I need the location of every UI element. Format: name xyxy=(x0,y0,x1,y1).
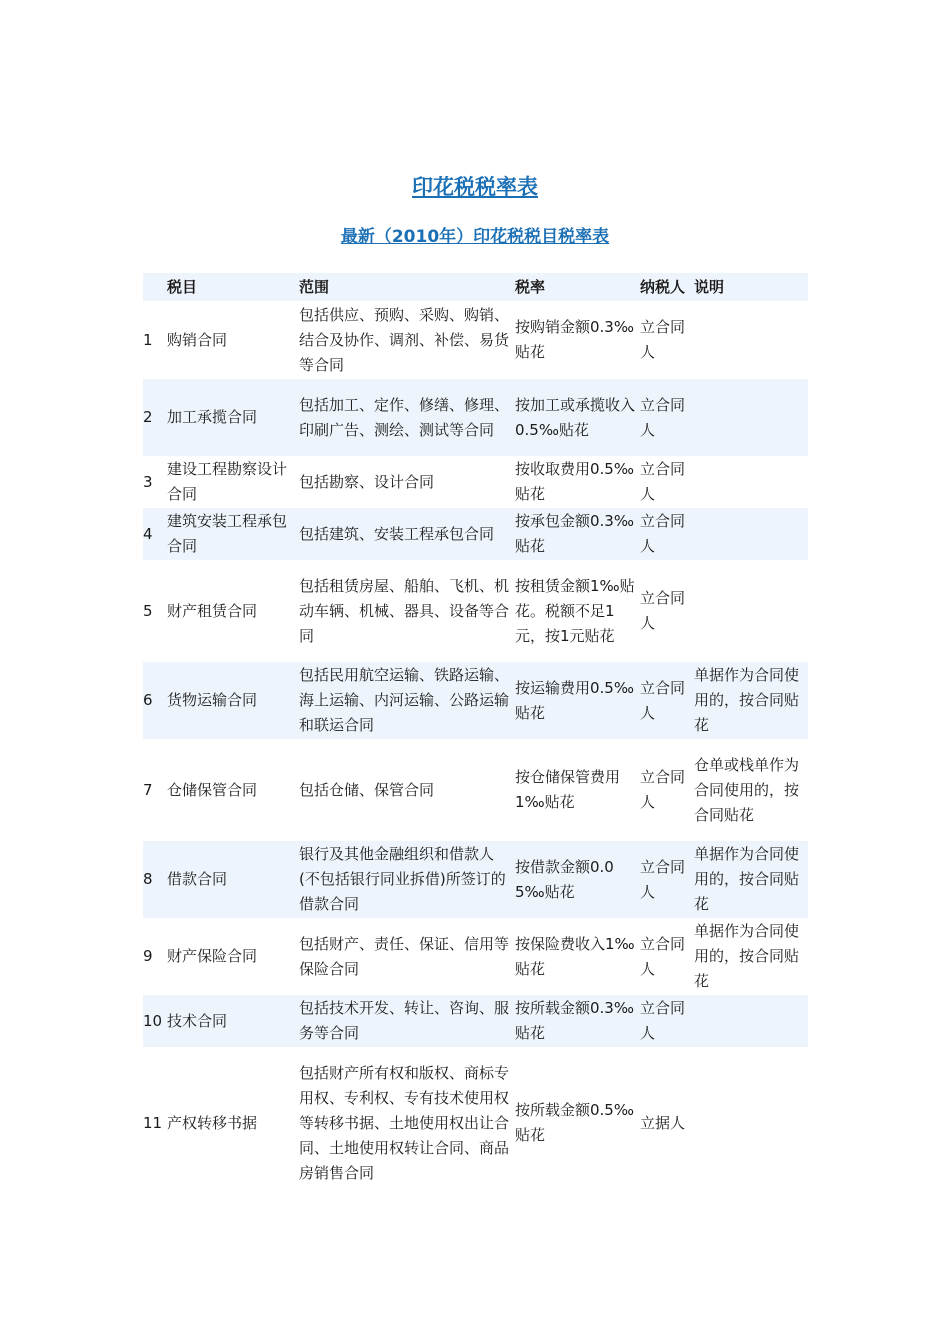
row-rate: 按加工或承揽收入0.5‰贴花 xyxy=(515,395,636,439)
table-row xyxy=(143,739,808,841)
row-rate: 按运输费用0.5‰贴花 xyxy=(515,678,634,722)
row-note xyxy=(694,301,808,379)
row-note xyxy=(694,456,808,508)
row-num: 4 xyxy=(143,524,153,543)
row-rate: 按收取费用0.5‰贴花 xyxy=(515,460,634,503)
row-item: 财产保险合同 xyxy=(167,947,258,965)
page-subtitle: 最新（2010年）印花税税目税率表 xyxy=(340,227,610,247)
row-rate: 按保险费收入1‰贴花 xyxy=(515,934,635,978)
table-row xyxy=(143,841,808,918)
row-item: 购销合同 xyxy=(167,330,228,349)
row-payer: 立合同人 xyxy=(640,934,686,978)
row-note: 仓单或栈单作为合同使用的，按合同贴花 xyxy=(694,755,800,824)
row-item: 财产租赁合同 xyxy=(167,601,258,620)
tax-rate-table xyxy=(143,273,808,1199)
row-num: 3 xyxy=(143,472,153,491)
row-num: 9 xyxy=(143,947,153,965)
row-scope: 包括财产、责任、保证、信用等保险合同 xyxy=(299,934,510,978)
row-note xyxy=(694,995,808,1047)
row-note xyxy=(694,1047,808,1199)
row-note: 单据作为合同使用的，按合同贴花 xyxy=(694,922,800,990)
row-scope: 银行及其他金融组织和借款人(不包括银行同业拆借)所签订的借款合同 xyxy=(299,845,506,913)
row-payer: 立合同人 xyxy=(640,768,686,811)
row-note xyxy=(694,560,808,662)
row-payer: 立合同人 xyxy=(640,999,686,1042)
row-payer: 立合同人 xyxy=(640,318,686,361)
row-scope: 包括民用航空运输、铁路运输、海上运输、内河运输、公路运输和联运合同 xyxy=(299,666,510,734)
table-row xyxy=(143,508,808,560)
row-payer: 立合同人 xyxy=(640,395,686,439)
row-rate: 按借款金额0.05‰贴花 xyxy=(515,857,614,901)
row-num: 7 xyxy=(143,780,153,799)
row-scope: 包括技术开发、转让、咨询、服务等合同 xyxy=(299,999,510,1042)
row-payer: 立合同人 xyxy=(640,512,686,555)
row-scope: 包括勘察、设计合同 xyxy=(299,472,435,491)
row-rate: 按承包金额0.3‰贴花 xyxy=(515,512,634,555)
row-num: 8 xyxy=(143,870,153,888)
table-row xyxy=(143,560,808,662)
row-note xyxy=(694,508,808,560)
row-rate: 按所载金额0.3‰贴花 xyxy=(515,999,634,1042)
row-payer: 立据人 xyxy=(640,1113,686,1132)
row-payer: 立合同人 xyxy=(640,678,686,722)
row-scope: 包括租赁房屋、船舶、飞机、机动车辆、机械、器具、设备等合同 xyxy=(299,576,510,645)
header-item: 税目 xyxy=(167,277,198,296)
row-rate: 按租赁金额1‰贴花。税额不足1元，按1元贴花 xyxy=(515,576,635,645)
row-num: 5 xyxy=(143,601,153,620)
row-note: 单据作为合同使用的，按合同贴花 xyxy=(694,845,800,913)
row-num: 1 xyxy=(143,330,153,349)
row-item: 借款合同 xyxy=(167,870,228,888)
header-num xyxy=(143,273,167,301)
row-note: 单据作为合同使用的，按合同贴花 xyxy=(694,666,800,734)
header-rate: 税率 xyxy=(515,277,546,296)
row-num: 11 xyxy=(143,1113,163,1132)
row-num: 10 xyxy=(143,1011,163,1030)
header-note: 说明 xyxy=(694,277,725,296)
row-item: 货物运输合同 xyxy=(167,691,258,709)
table-row xyxy=(143,1047,808,1199)
row-item: 仓储保管合同 xyxy=(167,780,258,799)
row-item: 建设工程勘察设计合同 xyxy=(167,460,288,503)
row-rate: 按所载金额0.5‰贴花 xyxy=(515,1101,634,1144)
row-item: 建筑安装工程承包合同 xyxy=(167,512,288,555)
row-item: 技术合同 xyxy=(167,1011,228,1030)
page-title: 印花税税率表 xyxy=(412,175,538,199)
row-payer: 立合同人 xyxy=(640,460,686,503)
row-rate: 按购销金额0.3‰贴花 xyxy=(515,318,634,361)
row-item: 产权转移书据 xyxy=(167,1113,258,1132)
table-header-row xyxy=(143,273,808,301)
table-row xyxy=(143,379,808,456)
row-note xyxy=(694,379,808,456)
table-row xyxy=(143,918,808,995)
row-num: 6 xyxy=(143,691,153,709)
row-scope: 包括建筑、安装工程承包合同 xyxy=(299,524,495,543)
row-item: 加工承揽合同 xyxy=(167,408,258,426)
row-rate: 按仓储保管费用1‰贴花 xyxy=(515,768,621,811)
table-row xyxy=(143,301,808,379)
row-scope: 包括加工、定作、修缮、修理、印刷广告、测绘、测试等合同 xyxy=(299,395,510,439)
row-scope: 包括财产所有权和版权、商标专用权、专利权、专有技术使用权等转移书据、土地使用权出让合同、土地使用权转让合同、商品房销售合同 xyxy=(299,1063,510,1182)
header-payer: 纳税人 xyxy=(640,277,686,296)
row-scope: 包括供应、预购、采购、购销、结合及协作、调剂、补偿、易货等合同 xyxy=(299,305,510,374)
table-row xyxy=(143,662,808,739)
table-row xyxy=(143,995,808,1047)
header-scope: 范围 xyxy=(299,277,330,296)
row-payer: 立合同人 xyxy=(640,589,686,632)
table-row xyxy=(143,456,808,508)
row-num: 2 xyxy=(143,408,153,426)
row-payer: 立合同人 xyxy=(640,857,686,901)
row-scope: 包括仓储、保管合同 xyxy=(299,780,435,799)
